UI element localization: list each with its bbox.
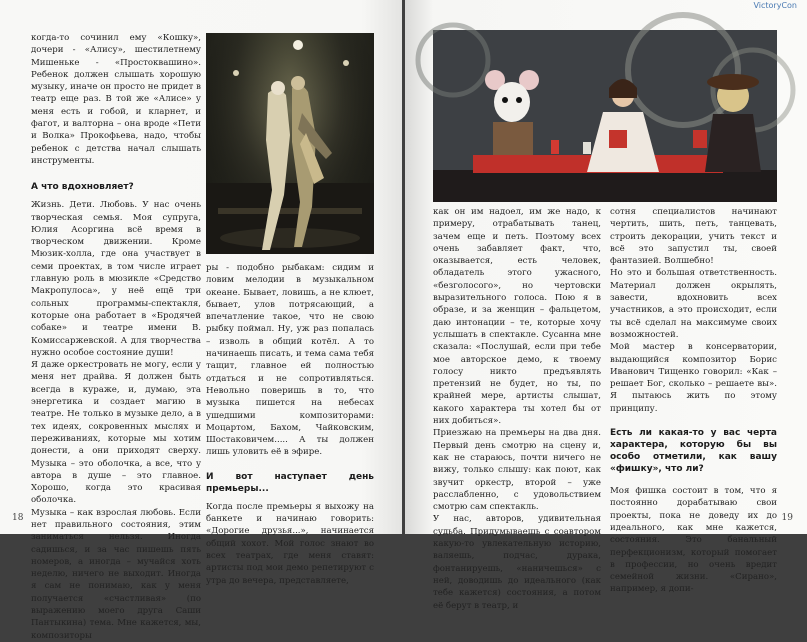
- paragraph: Приезжаю на премьеры на два дня. Первый день смотрю на сцену и, как не стараюсь, почти ничего не вижу, только слышу: как поют, как звучит оркестр, второй – уже расслабленно, с удовольствием смотрю сам спектакль.: [433, 428, 601, 513]
- brand-logo: VictoryCon: [753, 1, 797, 10]
- paragraph: Но это и большая ответственность. Материал должен окрылять, завести, вдохновить всех участников, а это происходит, если ты всё сделал на максимуме своих возможностей.: [610, 268, 777, 340]
- stage-photo-dancers: [206, 33, 374, 254]
- paragraph: сотня специалистов начинают чертить, шить, петь, танцевать, строить декорации, учить текст и всё это запустил ты, своей фантазией. Волшебно!: [610, 207, 777, 267]
- paragraph: ры - подобно рыбакам: сидим и ловим мелодии в музыкальном океане. Бывает, ловишь, а не клюет, бывает, улов потрясающий, а впечатление такое, что не свою рыбку поймал. Ну, уж раз попалась – изволь в общий котёл. А то начинаешь писать, и тема сама тебя тащит, главное ей полностью отдаться и не сопротивляться. Невольно поверишь в то, что музыка пишется на небесах ушедшими композиторами: Моцартом, Бахом, Чайковским, Шостаковичем..... А ты должен лишь уловить её в эфире.: [206, 263, 374, 458]
- paragraph: Моя фишка состоит в том, что я постоянно дорабатываю свои проекты, пока не доведу их до идеального, как мне кажется, состояния. Это банальный перфекционизм, который помогает в профессии, но очень вредит семейной жизни. «Сирано», например, я допи-: [610, 486, 777, 595]
- section-heading: И вот наступает день премьеры...: [206, 471, 374, 494]
- paragraph: Когда после премьеры я выхожу на банкете и начинаю говорить: «Дорогие друзья...», начинается общий хохот. Мой голос знают во всех театрах, где меня ставят: артисты под мои демо репетируют с утра до вечера, представляете,: [206, 501, 374, 586]
- page-number-left: 18: [12, 513, 24, 523]
- column-2: [206, 262, 374, 587]
- section-heading: Есть ли какая-то у вас черта характера, которую бы вы особо отметили, как вашу «фишку», что ли?: [610, 428, 777, 475]
- column-4: [610, 206, 777, 596]
- column-3: [433, 206, 601, 612]
- paragraph: Мой мастер в консерватории, выдающийся композитор Борис Иванович Тищенко говорил: «Как – решает Бог, сколько – решаете вы». Я пытаюсь жить по этому принципу.: [610, 342, 777, 414]
- section-heading: А что вдохновляет?: [31, 182, 134, 193]
- paragraph: У нас, авторов, удивительная судьба. Придумываешь с соавтором какую-то увлекательную историю, валяешь, подчас, дурака, фонтанируешь, «наничешься» с ней, доводишь до идеального (как тебе кажется) состояния, а потом её берут в театр, и: [433, 514, 601, 611]
- column-1: [31, 32, 201, 642]
- paragraph: Я даже оркестровать не могу, если у меня нет драйва. Я должен быть всегда в кураже, и, думаю, эта энергетика и создает магию в театре. Не только в музыке дело, а в тех идеях, сокровенных мыслях и переживаниях, которые мы хотим донести, а они приходят сверху. Музыка – это оболочка, а все, что у автора в душе – это главное. Хорошо, когда это красивая оболочка.: [31, 360, 201, 506]
- paragraph: Музыка – как взрослая любовь. Если нет правильного состояния, этим заниматься нельзя. Иногда садишься, и за час пишешь пять номеров, а иногда – мучайся хоть неделю, ничего не выходит. Иногда я сам не понимаю, как у меня получается «счастливая» (по выражению моего друга Саши Пантыкина) тема. Мне кажется, мы, композиторы: [31, 507, 201, 641]
- stage-photo-characters: [433, 30, 777, 202]
- paragraph: когда-то сочинил ему «Кошку», дочери - «Алису», шестилетнему Мишеньке - «Простоквашино». Ребенок должен слышать хорошую музыку, иначе он просто не придет в театр еще раз. В той же «Алисе» у меня есть и гобой, и кларнет, и фагот, и валторна – она вроде «Пети и Волка» Прокофьева, надо, чтобы ребенок с детства начал слышать инструменты.: [31, 33, 201, 166]
- paragraph: как он им надоел, им же надо, к примеру, отрабатывать танец, зачем еще и петь. Поэтому всех очень забавляет факт, что, оказывается, есть человек, обладатель этого ужасного, «безголосого», но чертовски выразительного голоса. Пою я в образе, и за женщин – фальцетом, даю интонации – те, которые хочу услышать в спектакле. Сусанна мне сказала: «Послушай, если при тебе мое авторское демо, к твоему голосу никто предъявлять претензий не будет, но ты, по крайней мере, артисты слышат, какого характера ты хотел бы от них добиться».: [433, 207, 601, 427]
- left-page: [0, 0, 402, 641]
- page-number-right: 19: [781, 513, 793, 523]
- paragraph: Жизнь. Дети. Любовь. У нас очень творческая семья. Моя супруга, Юлия Асоргина всё время в творческом движении. Кроме Мюзик-холла, где она участвует в семи проектах, в том числе играет главную роль в мюзикле «Средство Макропулоса», у неё ещё три сольных программы-спектакля, которые она работает в «Бродячей собаке» и театре имени В. Комиссаржевской. А для творчества нужно особое состояние души!: [31, 200, 201, 358]
